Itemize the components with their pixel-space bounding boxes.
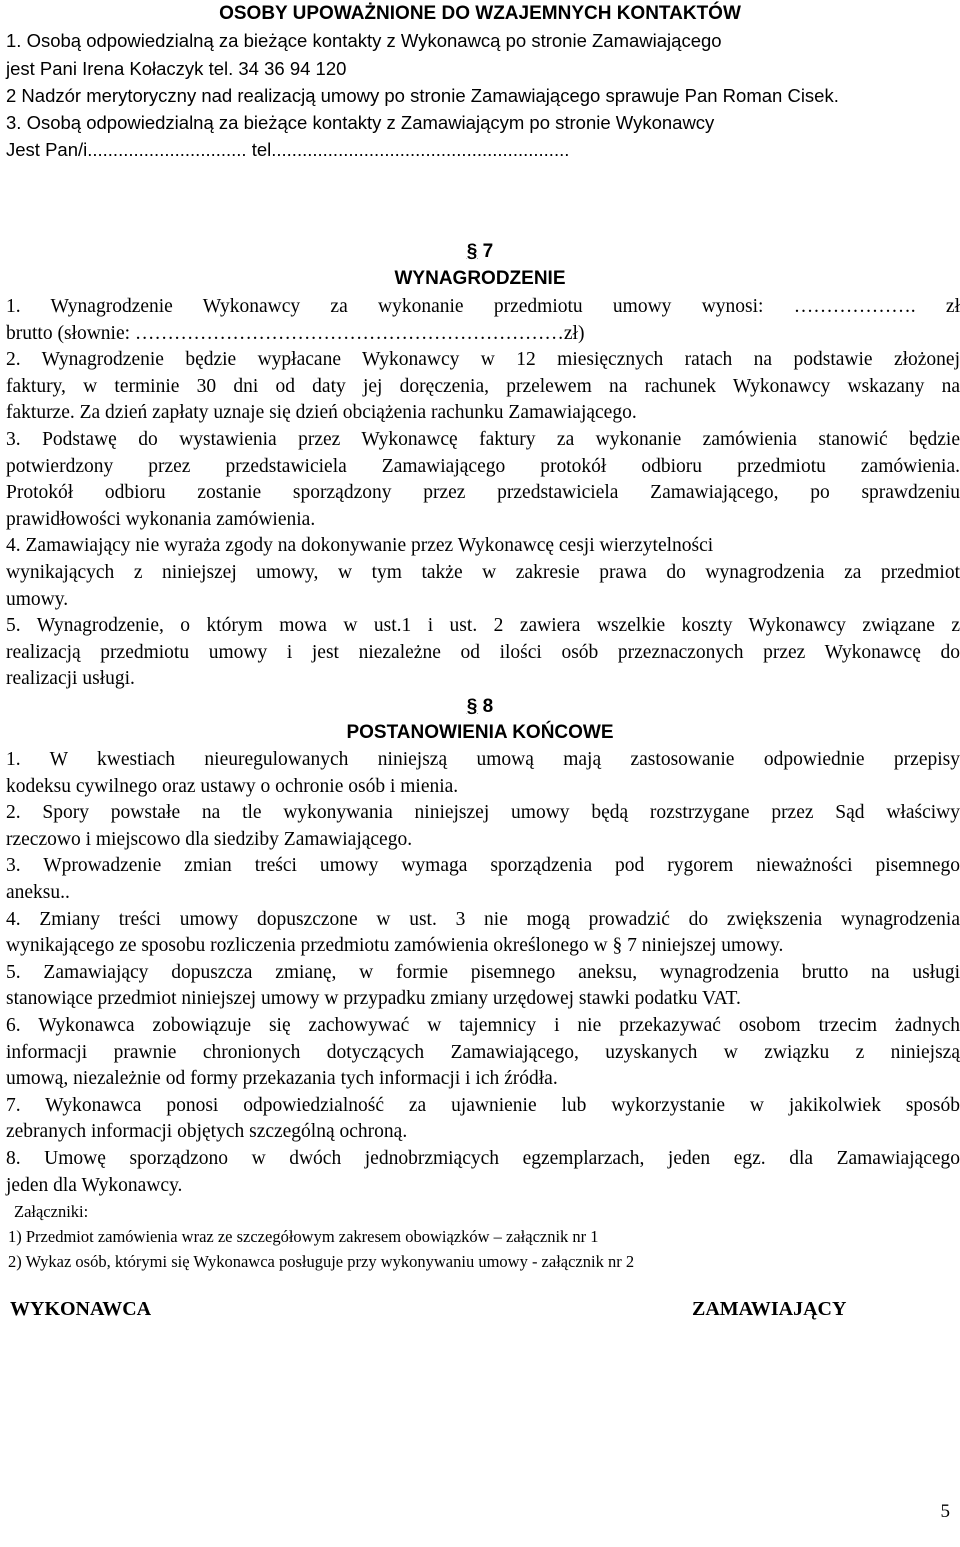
sec7-line: fakturze. Za dzień zapłaty uznaje się dzień obciążenia rachunku Zamawiającego. [6, 402, 637, 424]
page-number: 5 [940, 1501, 950, 1522]
section-7-num: 7 [482, 241, 494, 262]
sec8-line: kodeksu cywilnego oraz ustawy o ochronie osób i mienia. [6, 775, 459, 797]
sec8-line: aneksu.. [6, 882, 70, 903]
sec7-line: umowy. [6, 588, 69, 610]
contacts-line-4: 3. Osobą odpowiedzialną za bieżące kontakty z Zamawiającym po stronie Wykonawcy [6, 112, 715, 133]
section-8-number [0, 694, 960, 720]
sec7-line: brutto (słownie: …………………………………………………………zł) [6, 322, 585, 344]
sec8-line: jeden dla Wykonawcy. [6, 1174, 183, 1196]
signature-orderer: ZAMAWIAJĄCY [692, 1298, 847, 1320]
sec7-line: potwierdzony przez przedstawiciela Zamawiającego protokół odbioru przedmiotu zamówienia. [6, 455, 960, 477]
sec7-line: 3. Podstawę do wystawienia przez Wykonawcę faktury za wykonanie zamówienia stanowić będzie [6, 429, 960, 450]
sec7-line: wynikających z niniejszej umowy, w tym także w zakresie prawa do wynagrodzenia za przedmiot [6, 562, 960, 583]
sec8-line: 3. Wprowadzenie zmian treści umowy wymaga sporządzenia pod rygorem nieważności pisemnego [6, 855, 960, 877]
sec8-line: 8. Umowę sporządzono w dwóch jednobrzmiących egzemplarzach, jeden egz. dla Zamawiającego [6, 1148, 960, 1169]
sec8-line: 4. Zmiany treści umowy dopuszczone w ust. 3 nie mogą prowadzić do zwiększenia wynagrodzenia [6, 908, 960, 930]
sec7-line: realizacji usługi. [6, 668, 135, 690]
contacts-heading: OSOBY UPOWAŻNIONE DO WZAJEMNYCH KONTAKTÓW [219, 3, 741, 24]
sec8-line: stanowiące przedmiot niniejszej umowy w przypadku zmiany urzędowej stawki podatku VAT. [6, 988, 741, 1010]
sec8-line: rzeczowo i miejscowo dla siedziby Zamawiającego. [6, 828, 413, 850]
contacts-line-3: 2 Nadzór merytoryczny nad realizacją umowy po stronie Zamawiającego sprawuje Pan Roman Cisek. [6, 85, 839, 106]
sec8-line: 7. Wykonawca ponosi odpowiedzialność za ujawnienie lub wykorzystanie w jakikolwiek sposób [6, 1094, 960, 1116]
sec7-line: faktury, w terminie 30 dni od daty jej doręczenia, przelewem na rachunek Wykonawcy wskazany na [6, 375, 960, 397]
sec7-line: realizacją przedmiotu umowy i jest niezależne od ilości osób przeznaczonych przez Wykonawcę do [6, 641, 960, 663]
contacts-line-5: Jest Pan/i............................... tel.......................................................... [6, 139, 570, 160]
sec7-line: 2. Wynagrodzenie będzie wypłacane Wykonawcy w 12 miesięcznych ratach na podstawie złożonej [6, 349, 960, 371]
sec8-line: umową, niezależnie od formy przekazania tych informacji i ich źródła. [6, 1068, 558, 1090]
sec8-line: 1. W kwestiach nieuregulowanych niniejszą umową mają zastosowanie odpowiednie przepisy [6, 749, 960, 770]
sec7-line: prawidłowości wykonania zamówienia. [6, 508, 316, 530]
sec8-line: 2. Spory powstałe na tle wykonywania niniejszej umowy będą rozstrzygane przez Sąd właściwy [6, 802, 960, 824]
section-8-sign: § [466, 696, 478, 717]
sec7-line: Protokół odbioru zostanie sporządzony przez przedstawiciela Zamawiającego, po sprawdzeniu [6, 482, 960, 504]
sec8-line: 6. Wykonawca zobowiązuje się zachowywać w tajemnicy i nie przekazywać osobom trzecim żadnych [6, 1015, 960, 1036]
sec7-line: 1. Wynagrodzenie Wykonawcy za wykonanie przedmiotu umowy wynosi: ………………. zł [6, 296, 960, 317]
sec7-line: 5. Wynagrodzenie, o którym mowa w ust.1 i ust. 2 zawiera wszelkie koszty Wykonawcy związane z [6, 615, 960, 637]
sec8-line: wynikającego ze sposobu rozliczenia przedmiotu zamówienia określonego w § 7 niniejszej umowy. [6, 935, 784, 957]
attachments-title: Załączniki: [14, 1202, 89, 1221]
sec8-line: informacji prawnie chronionych dotyczących Zamawiającego, uzyskanych w związku z niniejszą [6, 1041, 960, 1063]
contacts-line-2: jest Pani Irena Kołaczyk tel. 34 36 94 120 [6, 58, 347, 79]
attachment-item-2: 2) Wykaz osób, którymi się Wykonawca posługuje przy wykonywaniu umowy - załącznik nr 2 [8, 1252, 635, 1271]
section-8-title: POSTANOWIENIA KOŃCOWE [346, 722, 614, 743]
section-7-title: WYNAGRODZENIE [394, 268, 566, 289]
signature-contractor: WYKONAWCA [10, 1298, 152, 1320]
sec8-line: zebranych informacji objętych szczególną ochroną. [6, 1121, 408, 1143]
attachment-item-1: 1) Przedmiot zamówienia wraz ze szczegółowym zakresem obowiązków – załącznik nr 1 [8, 1227, 599, 1246]
sec7-line: 4. Zamawiający nie wyraża zgody na dokonywanie przez Wykonawcę cesji wierzytelności [6, 535, 714, 557]
sec8-line: 5. Zamawiający dopuszcza zmianę, w formie pisemnego aneksu, wynagrodzenia brutto na usługi [6, 961, 960, 983]
section-7-sign: § [466, 241, 478, 262]
section-7-number [0, 239, 960, 265]
section-8-num: 8 [482, 696, 494, 717]
contacts-line-1: 1. Osobą odpowiedzialną za bieżące kontakty z Wykonawcą po stronie Zamawiającego [6, 30, 722, 51]
